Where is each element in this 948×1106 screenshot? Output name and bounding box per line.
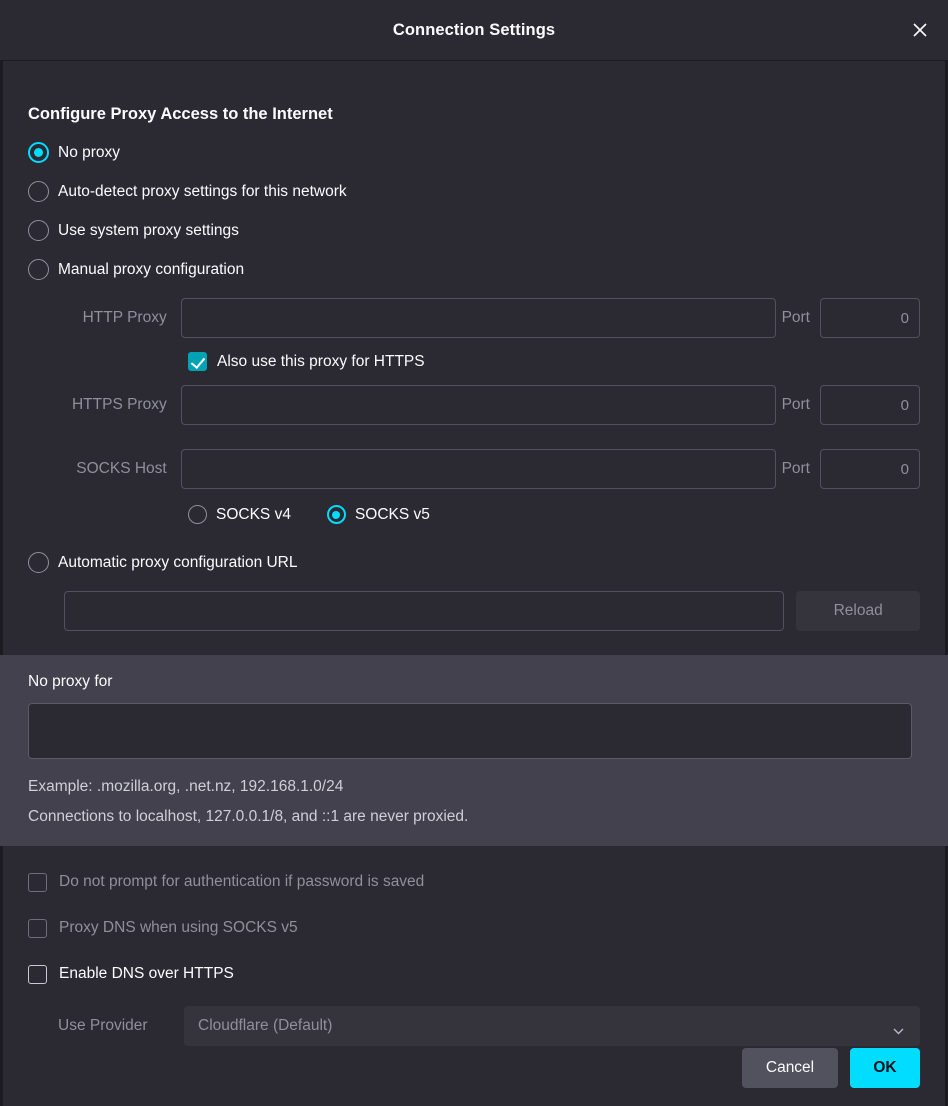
radio-indicator-automatic-proxy-url[interactable]	[28, 552, 49, 573]
dialog-title: Connection Settings	[392, 21, 556, 39]
http-port-input[interactable]	[820, 298, 920, 338]
no-proxy-for-panel	[0, 655, 948, 846]
radio-label-socks-v4[interactable]: SOCKS v4	[216, 505, 291, 523]
radio-manual-proxy[interactable]	[28, 255, 920, 284]
checkbox-row-enable-dns-over-https[interactable]	[28, 960, 920, 988]
dialog-footer	[742, 1048, 920, 1088]
socks-version-group	[188, 505, 920, 524]
pac-url-input[interactable]	[64, 591, 784, 631]
no-proxy-for-input[interactable]	[28, 703, 912, 759]
checkbox-proxy-dns-socks5[interactable]	[28, 919, 47, 938]
radio-label-socks-v5[interactable]: SOCKS v5	[354, 505, 430, 523]
radio-label-no-proxy: No proxy	[58, 143, 121, 161]
radio-use-system-proxy[interactable]	[28, 216, 920, 245]
https-port-label: Port	[781, 396, 810, 413]
radio-indicator-no-proxy[interactable]	[28, 142, 49, 163]
reload-button[interactable]: Reload	[796, 591, 920, 631]
radio-auto-detect-proxy[interactable]	[28, 177, 920, 206]
no-proxy-for-label: No proxy for	[28, 673, 113, 690]
pac-url-row	[64, 591, 920, 631]
radio-automatic-proxy-url[interactable]	[28, 548, 920, 577]
provider-label: Use Provider	[58, 1017, 148, 1034]
checkbox-no-auth-prompt[interactable]	[28, 873, 47, 892]
socks-host-row	[64, 449, 920, 489]
close-icon[interactable]	[902, 12, 938, 48]
label-enable-dns-over-https: Enable DNS over HTTPS	[59, 965, 234, 982]
no-proxy-for-example: Example: .mozilla.org, .net.nz, 192.168.1.0/24	[28, 778, 344, 795]
http-proxy-label: HTTP Proxy	[82, 309, 167, 326]
http-proxy-row	[64, 298, 920, 338]
provider-row	[58, 1006, 920, 1046]
socks-port-label: Port	[781, 460, 810, 477]
no-proxy-for-note: Connections to localhost, 127.0.0.1/8, and ::1 are never proxied.	[28, 808, 469, 825]
checkbox-row-no-auth-prompt[interactable]	[28, 868, 920, 896]
label-no-auth-prompt: Do not prompt for authentication if password is saved	[59, 873, 425, 890]
https-proxy-label: HTTPS Proxy	[71, 396, 167, 413]
radio-indicator-socks-v4[interactable]	[188, 505, 207, 524]
dialog-content	[0, 61, 948, 1106]
radio-indicator-auto-detect-proxy[interactable]	[28, 181, 49, 202]
proxy-section-title: Configure Proxy Access to the Internet	[28, 105, 333, 123]
http-port-label: Port	[781, 309, 810, 326]
socks-host-input[interactable]	[181, 449, 776, 489]
https-proxy-input[interactable]	[181, 385, 776, 425]
label-also-use-proxy-for-https: Also use this proxy for HTTPS	[217, 352, 425, 370]
bottom-options-group	[28, 868, 920, 988]
radio-no-proxy[interactable]	[28, 138, 920, 167]
https-proxy-row	[64, 385, 920, 425]
radio-label-auto-detect-proxy: Auto-detect proxy settings for this network	[58, 182, 347, 200]
socks-port-input[interactable]	[820, 449, 920, 489]
socks-host-label: SOCKS Host	[76, 460, 167, 477]
radio-label-use-system-proxy: Use system proxy settings	[58, 221, 239, 239]
radio-indicator-manual-proxy[interactable]	[28, 259, 49, 280]
http-proxy-input[interactable]	[181, 298, 776, 338]
checkbox-enable-dns-over-https[interactable]	[28, 965, 47, 984]
https-port-input[interactable]	[820, 385, 920, 425]
cancel-button[interactable]: Cancel	[742, 1048, 838, 1088]
label-proxy-dns-socks5: Proxy DNS when using SOCKS v5	[59, 919, 298, 936]
radio-indicator-use-system-proxy[interactable]	[28, 220, 49, 241]
radio-label-manual-proxy: Manual proxy configuration	[58, 260, 245, 278]
chevron-down-icon	[893, 1022, 904, 1029]
checkbox-also-use-proxy-for-https[interactable]	[188, 352, 207, 371]
also-use-proxy-for-https-row[interactable]	[188, 352, 920, 371]
dialog-titlebar	[0, 0, 948, 61]
radio-label-automatic-proxy-url: Automatic proxy configuration URL	[58, 553, 298, 571]
radio-indicator-socks-v5[interactable]	[327, 505, 346, 524]
provider-select[interactable]	[184, 1006, 920, 1046]
ok-button[interactable]: OK	[850, 1048, 920, 1088]
checkbox-row-proxy-dns-socks5[interactable]	[28, 914, 920, 942]
provider-selected-value: Cloudflare (Default)	[198, 1017, 333, 1034]
